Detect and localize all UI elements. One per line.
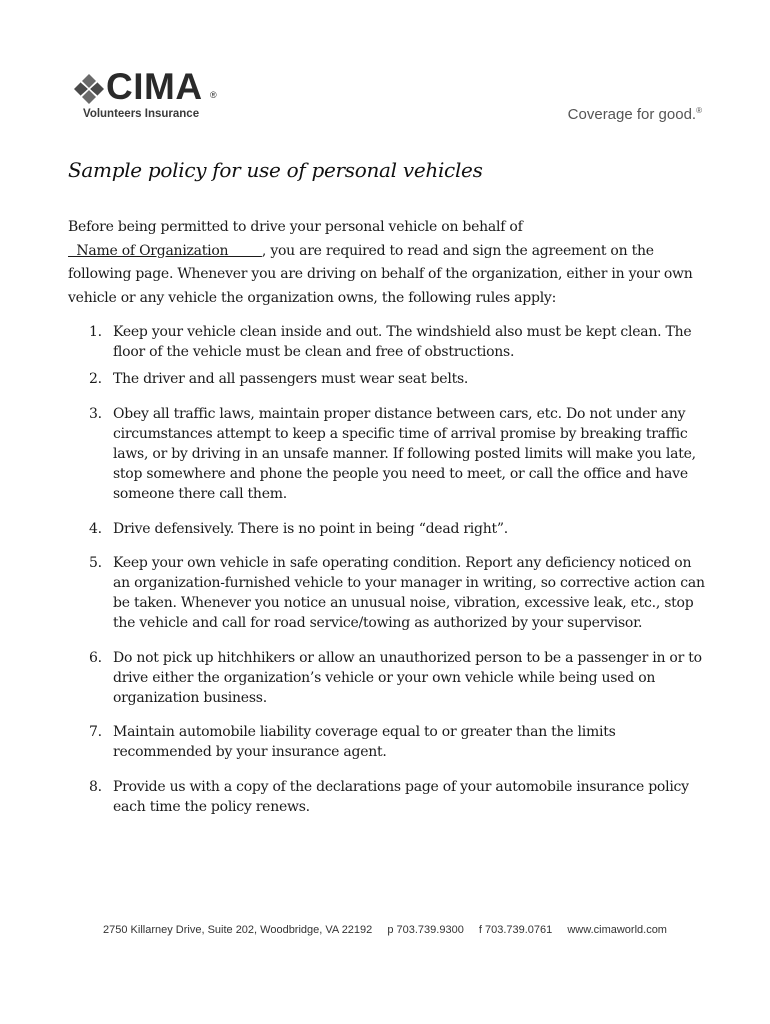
- organization-name-placeholder: Name of Organization: [68, 242, 262, 259]
- intro-text-after: , you are required to read and sign the agreement on the following page. Whenever you are driving on behalf of the organization, either in your own vehicle or any vehicle the organization owns, the following rules apply:: [68, 242, 693, 306]
- rule-text: Drive defensively. There is no point in being “dead right”.: [113, 520, 508, 537]
- rule-text: Keep your own vehicle in safe operating condition. Report any deficiency noticed on an organization-furnished vehicle to your manager in writing, so corrective action can be taken. Whenever you notice an unusual noise, vibration, excessive leak, etc., stop the vehicle and call for road service/towing as authorized by your supervisor.: [113, 554, 705, 632]
- rule-item: [68, 322, 708, 362]
- rule-number: 2.: [89, 371, 102, 388]
- footer-website: www.cimaworld.com: [567, 924, 667, 936]
- logo-subtitle: Volunteers Insurance: [83, 108, 200, 120]
- rule-text: Obey all traffic laws, maintain proper distance between cars, etc. Do not under any circumstances attempt to keep a specific time of arrival promise by breaking traffic laws, or by driving in an unsafe manner. If following posted limits will make you late, stop somewhere and phone the people you need to meet, or call the office and have someone there call them.: [113, 405, 696, 503]
- rule-item: [68, 369, 708, 389]
- footer: [0, 924, 770, 936]
- rule-item: [68, 777, 708, 817]
- footer-fax: f 703.739.0761: [478, 924, 553, 936]
- rule-text: Keep your vehicle clean inside and out. The windshield also must be kept clean. The floor of the vehicle must be clean and free of obstructions.: [113, 324, 692, 361]
- footer-address: 2750 Killarney Drive, Suite 202, Woodbridge, VA 22192: [103, 924, 373, 936]
- rule-number: 4.: [89, 520, 102, 537]
- rule-text: Maintain automobile liability coverage equal to or greater than the limits recommended by your insurance agent.: [113, 724, 616, 761]
- rule-number: 5.: [89, 554, 102, 571]
- footer-phone: p 703.739.9300: [387, 924, 464, 936]
- cima-logo: [72, 66, 232, 126]
- intro-text-before: Before being permitted to drive your personal vehicle on behalf of: [68, 219, 523, 235]
- rule-text: Provide us with a copy of the declarations page of your automobile insurance policy each time the policy renews.: [113, 778, 689, 815]
- rule-number: 3.: [89, 405, 102, 422]
- rule-number: 6.: [89, 649, 102, 666]
- logo-registered-mark: ®: [210, 90, 217, 100]
- logo-wordmark: CIMA: [106, 66, 203, 107]
- rule-item: [68, 404, 708, 505]
- rule-item: [68, 553, 708, 634]
- rule-text: Do not pick up hitchhikers or allow an unauthorized person to be a passenger in or to drive either the organization’s vehicle or your own vehicle while being used on organization business.: [113, 649, 702, 707]
- rule-text: The driver and all passengers must wear seat belts.: [113, 371, 469, 388]
- rules-list: [68, 322, 708, 831]
- tagline-text: Coverage for good.: [567, 106, 697, 123]
- document-title: Sample policy for use of personal vehicles: [68, 158, 483, 182]
- tagline-registered-mark: ®: [696, 106, 702, 115]
- rule-number: 7.: [89, 724, 102, 741]
- rule-number: 1.: [89, 324, 102, 340]
- cima-diamond-logo-icon: [72, 74, 106, 104]
- tagline: [568, 106, 702, 123]
- rule-item: [68, 722, 708, 762]
- rule-number: 8.: [89, 778, 102, 795]
- intro-paragraph: [68, 216, 708, 310]
- rule-item: [68, 648, 708, 709]
- rule-item: [68, 519, 708, 539]
